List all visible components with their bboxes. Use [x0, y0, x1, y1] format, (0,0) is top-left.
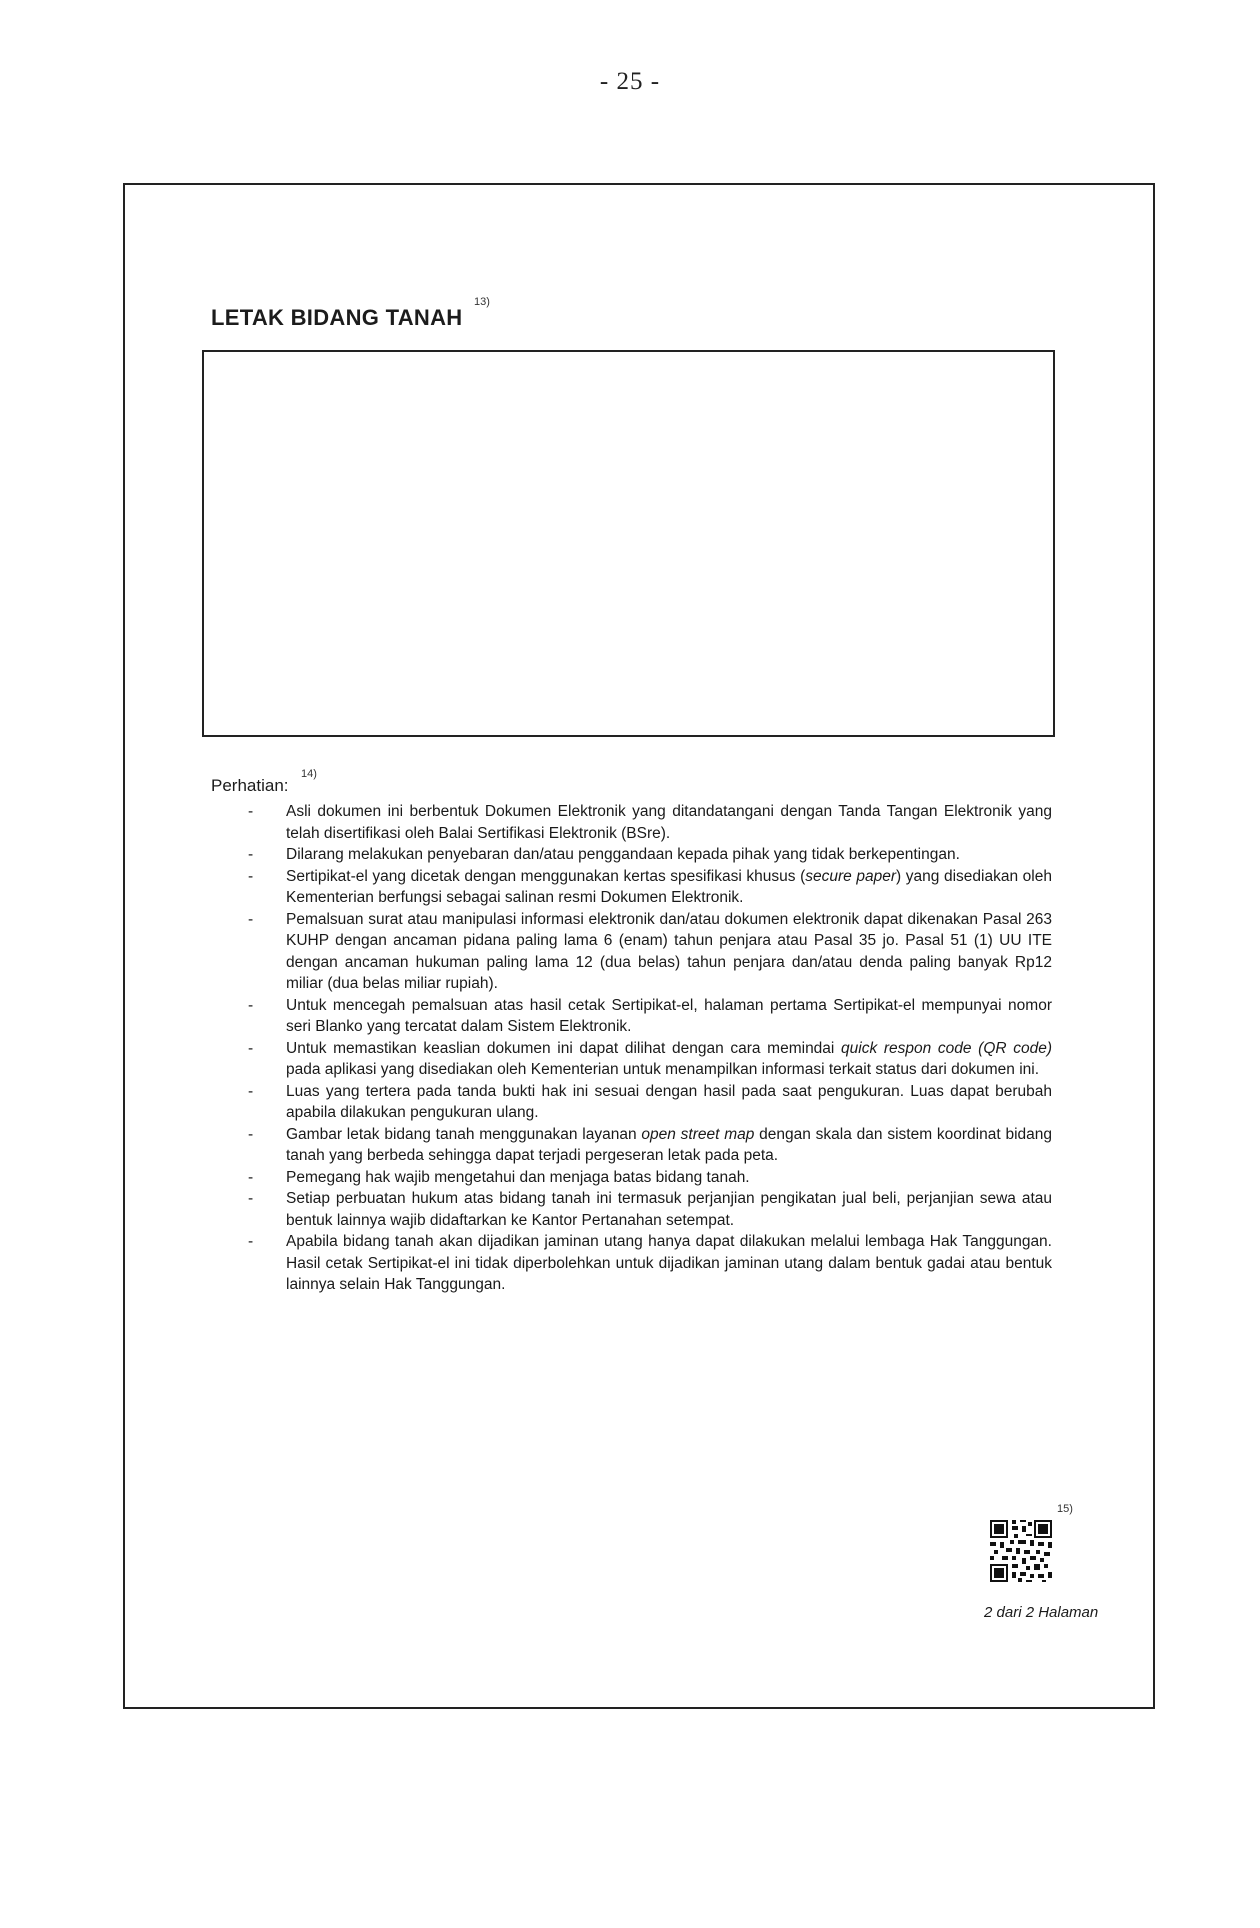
bullet-dash: -: [248, 1168, 254, 1186]
land-location-map-box: [202, 350, 1055, 737]
notice-item: [240, 1124, 1052, 1167]
notice-text: Pemegang hak wajib mengetahui dan menjaga batas bidang tanah.: [286, 1168, 750, 1186]
bullet-dash: -: [248, 1082, 254, 1100]
bullet-dash: -: [248, 1190, 254, 1207]
notice-text: dengan skala dan sistem koordinat bidang tanah yang berbeda sehingga dapat terjadi pergeseran letak pada peta.: [286, 1125, 1052, 1164]
notice-item: [240, 1081, 1052, 1124]
footnote-15: 15): [1057, 1503, 1073, 1515]
notice-text: Sertipikat-el yang dicetak dengan menggunakan kertas spesifikasi khusus (: [286, 867, 806, 885]
notice-text: Asli dokumen ini berbentuk Dokumen Elektronik yang ditandatangani dengan Tanda Tangan Elektronik yang telah disertifikasi oleh Balai Sertifikasi Elektronik (BSre).: [286, 803, 1052, 842]
notice-text: ) yang disediakan oleh Kementerian berfungsi sebagai salinan resmi Dokumen Elektronik.: [286, 867, 1052, 906]
notice-term: secure paper: [805, 867, 897, 885]
bullet-dash: -: [248, 1233, 254, 1250]
notice-item: [240, 844, 1052, 866]
notice-text: Luas yang tertera pada tanda bukti hak ini sesuai dengan hasil pada saat pengukuran. Luas dapat berubah apabila dilakukan pengukuran ulang.: [286, 1082, 1052, 1121]
section-title: LETAK BIDANG TANAH: [211, 305, 463, 330]
notice-item: [240, 1231, 1052, 1296]
notice-text: Setiap perbuatan hukum atas bidang tanah ini termasuk perjanjian pengikatan jual beli, perjanjian sewa atau bentuk lainnya wajib didaftarkan ke Kantor Pertanahan setempat.: [286, 1190, 1052, 1229]
notice-item: [240, 1188, 1052, 1231]
notice-text: Pemalsuan surat atau manipulasi informasi elektronik dan/atau dokumen elektronik dapat dikenakan Pasal 263 KUHP dengan ancaman pidana paling lama 6 (enam) tahun penjara atau Pasal 35 jo. Pasal 51 (1) UU ITE dengan ancaman hukuman paling lama 12 (dua belas) tahun penjara dan/atau denda paling banyak Rp12 miliar (dua belas miliar rupiah).: [286, 910, 1052, 992]
notice-text: Apabila bidang tanah akan dijadikan jaminan utang hanya dapat dilakukan melalui lembaga Hak Tanggungan. Hasil cetak Sertipikat-el ini tidak diperbolehkan untuk dijadikan jaminan utang dalam bentuk gadai atau bentuk lainnya selain Hak Tanggungan.: [286, 1233, 1052, 1293]
notice-list: [240, 801, 1052, 1296]
notice-item: [240, 801, 1052, 844]
notice-text: Untuk mencegah pemalsuan atas hasil cetak Sertipikat-el, halaman pertama Sertipikat-el mempunyai nomor seri Blanko yang tercatat dalam Sistem Elektronik.: [286, 996, 1052, 1035]
page-count: 2 dari 2 Halaman: [984, 1604, 1099, 1621]
notice-label: Perhatian:: [211, 776, 289, 795]
notice-item: [240, 1038, 1052, 1081]
bullet-dash: -: [248, 803, 254, 820]
bullet-dash: -: [248, 910, 254, 928]
notice-item: [240, 866, 1052, 909]
notice-item: [240, 909, 1052, 995]
notice-text: Dilarang melakukan penyebaran dan/atau penggandaan kepada pihak yang tidak berkepentingan.: [286, 846, 960, 863]
notice-text: Untuk memastikan keaslian dokumen ini dapat dilihat dengan cara memindai: [286, 1039, 842, 1057]
footnote-13: 13): [474, 296, 490, 308]
qr-code: [988, 1518, 1054, 1584]
bullet-dash: -: [248, 846, 254, 863]
qr-code-icon: [988, 1518, 1054, 1584]
notice-item: [240, 1167, 1052, 1189]
notice-term: open street map: [641, 1125, 755, 1143]
bullet-dash: -: [248, 1039, 254, 1057]
notice-item: [240, 995, 1052, 1038]
notice-text: Gambar letak bidang tanah menggunakan layanan: [286, 1125, 642, 1143]
bullet-dash: -: [248, 1125, 254, 1143]
bullet-dash: -: [248, 996, 254, 1014]
footnote-14: 14): [301, 768, 317, 780]
notice-text: pada aplikasi yang disediakan oleh Kementerian untuk menampilkan informasi terkait status dari dokumen ini.: [286, 1061, 1040, 1078]
notice-term: quick respon code (QR code): [841, 1039, 1052, 1057]
bullet-dash: -: [248, 867, 254, 885]
page-number: - 25 -: [599, 68, 661, 95]
